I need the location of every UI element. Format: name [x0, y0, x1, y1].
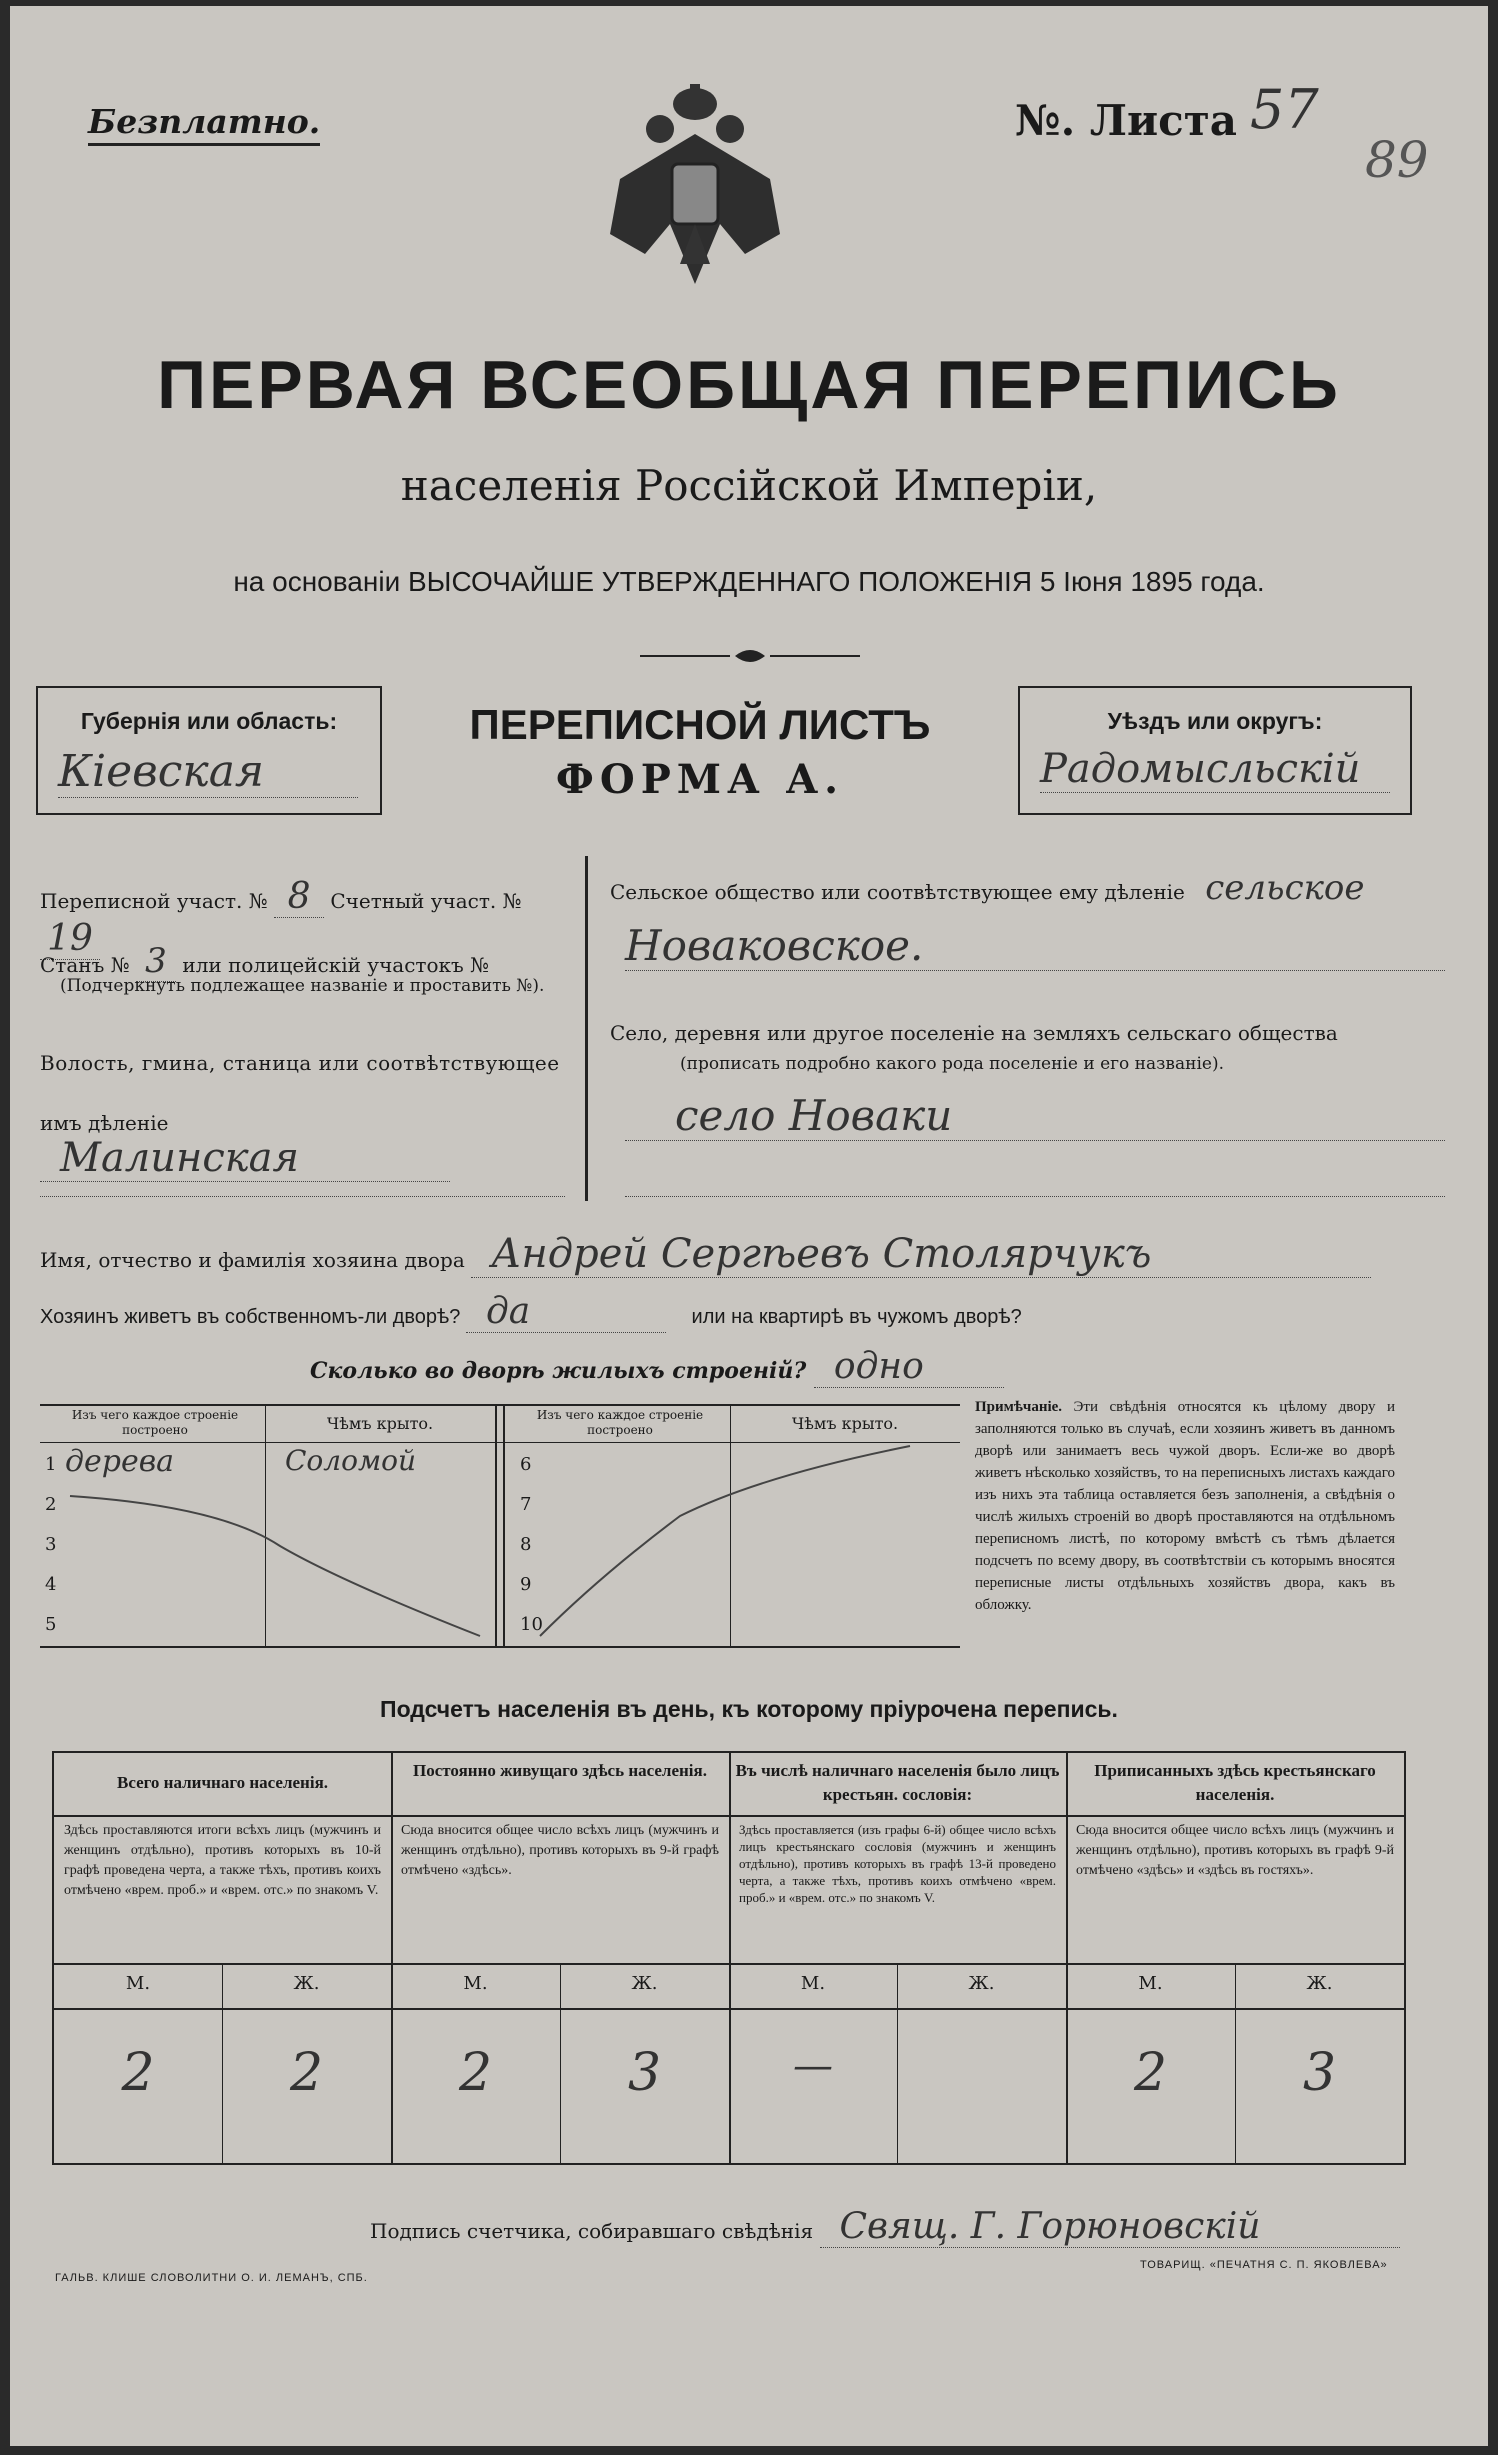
- guberniya-value: Кіевская: [58, 746, 358, 798]
- m-label-4: М.: [1138, 1973, 1163, 1994]
- m-label-3: М.: [800, 1973, 826, 1994]
- guberniya-box: [36, 686, 382, 815]
- stan-label: Станъ №: [40, 953, 130, 977]
- census-district-label: Переписной участ. №: [40, 889, 268, 913]
- own-yard-value: да: [466, 1291, 666, 1333]
- uezd-label: Уѣздъ или округъ:: [1107, 708, 1323, 734]
- row-1-roof: Соломой: [285, 1444, 417, 1477]
- count-value-8: 3: [1302, 2043, 1337, 2103]
- roof-header-right: Чѣмъ крыто.: [791, 1414, 899, 1433]
- row-2-number: 2: [45, 1494, 57, 1515]
- count-value-2: 2: [289, 2043, 324, 2103]
- sheet-number-extra: 89: [1365, 131, 1429, 189]
- material-header-right: Изъ чего каждое строеніе построено: [536, 1408, 704, 1437]
- count-value-3: 2: [458, 2043, 493, 2103]
- note-text: Эти свѣдѣнія относятся къ цѣлому двору и заполняются только въ случаѣ, если хозяинъ живетъ въ данномъ дворѣ или занимаетъ весь чужой дворъ. Если-же во дворѣ живетъ нѣсколько хозяйствъ, то на переписныхъ листахъ каждаго изъ нихъ эта таблица оставляется безъ заполненія, а свѣдѣнія о числѣ жилыхъ строеній во дворѣ проставляются на отдѣльномъ переписномъ листѣ, по которому вмѣстѣ съ тѣмъ дѣлается подсчетъ по всему двору, въ соотвѣтствіи съ которымъ вносятся переписные листы отдѣльныхъ хозяйствъ двора, какъ въ обложку.: [975, 1399, 1396, 1613]
- buildings-value: одно: [814, 1346, 1004, 1388]
- village-label: Село, деревня или другое поселеніе на земляхъ сельскаго общества: [610, 1021, 1338, 1045]
- sheet-number-value: 57: [1250, 78, 1319, 141]
- f-label-1: Ж.: [293, 1973, 320, 1994]
- rent-label: или на квартирѣ въ чужомъ дворѣ?: [691, 1306, 1022, 1328]
- society-row: [610, 868, 1450, 908]
- owner-name-label: Имя, отчество и фамилія хозяина двора: [40, 1248, 465, 1272]
- note-block: [975, 1396, 1395, 1616]
- row-8-number: 8: [520, 1534, 532, 1555]
- subtitle: населенія Россійской Имперіи,: [400, 461, 1098, 510]
- ornament-divider: [640, 646, 860, 666]
- count-header-peasant: Въ числѣ наличнаго населенія было лицъ крестьян. сословія:: [735, 1761, 1060, 1804]
- signature-label: Подпись счетчика, собиравшаго свѣдѣнія: [370, 2219, 814, 2243]
- police-label: или полицейскій участокъ №: [182, 953, 490, 977]
- uezd-box: [1018, 686, 1412, 815]
- row-9-number: 9: [520, 1574, 532, 1595]
- own-yard-label: Хозяинъ живетъ въ собственномъ-ли дворѣ?: [40, 1306, 461, 1328]
- underline-hint: (Подчеркнуть подлежащее названіе и проставить №).: [60, 976, 545, 996]
- material-header-left: Изъ чего каждое строеніе построено: [71, 1408, 239, 1437]
- imperial-eagle-emblem: [600, 84, 790, 304]
- population-count-table: [52, 1751, 1406, 2165]
- volost-extra-line: [40, 1196, 565, 1197]
- m-label-2: М.: [463, 1973, 488, 1994]
- count-title: Подсчетъ населенія въ день, къ которому пріурочена перепись.: [380, 1696, 1118, 1722]
- count-district-label: Счетный участ. №: [330, 889, 522, 913]
- uezd-value: Радомысльскій: [1040, 746, 1390, 793]
- count-header-line: [54, 1815, 1404, 1817]
- count-instruction-1: Здѣсь проставляются итоги всѣхъ лицъ (мужчинъ и женщинъ отдѣльно), противъ которыхъ въ 10-й графѣ проведена черта, а также тѣхъ, противъ коихъ отмѣчено «врем. проб.» и «врем. отс.» по знакомъ V.: [64, 1823, 381, 1898]
- buildings-label: Сколько во дворѣ жилыхъ строеній?: [310, 1358, 807, 1384]
- count-instruction-4: Сюда вносится общее число всѣхъ лицъ (мужчинъ и женщинъ отдѣльно), противъ которыхъ въ графѣ 9-й отмѣчено «здѣсь» и «здѣсь въ гостяхъ».: [1076, 1823, 1394, 1878]
- count-mf-line: [54, 2008, 1404, 2010]
- village-hint: (прописать подробно какого рода поселеніе и его названіе).: [680, 1054, 1224, 1074]
- society-label: Сельское общество или соотвѣтствующее ему дѣленіе: [610, 880, 1185, 904]
- note-title: Примѣчаніе.: [975, 1399, 1063, 1415]
- count-value-7: 2: [1133, 2043, 1168, 2103]
- roof-header-left: Чѣмъ крыто.: [326, 1414, 434, 1433]
- row-1-material: дерева: [65, 1444, 175, 1479]
- own-yard-row: [40, 1291, 1450, 1333]
- row-5-number: 5: [45, 1614, 57, 1635]
- count-district-value: 19: [40, 918, 100, 960]
- m-label-1: М.: [125, 1973, 151, 1994]
- village-value: село Новаки: [625, 1091, 1445, 1141]
- society-value-1: сельское: [1205, 868, 1365, 908]
- count-instructions-line: [54, 1963, 1404, 1965]
- row-10-number: 10: [520, 1614, 543, 1635]
- society-value-2: Новаковское.: [625, 921, 1445, 971]
- count-instruction-3: Здѣсь проставляется (изъ графы 6-й) общее число всѣхъ лицъ крестьянскаго сословія (мужчинъ и женщинъ отдѣльно), противъ которыхъ въ графѣ 13-й проведено черта, а также тѣхъ, противъ коихъ отмѣчено «врем. проб.» и «врем. отс.» по знакомъ V.: [739, 1822, 1056, 1905]
- volost-value: Малинская: [40, 1135, 450, 1182]
- row-6-number: 6: [520, 1454, 532, 1475]
- sheet-number-label: №. Листа: [1015, 96, 1237, 145]
- buildings-row: [310, 1346, 1210, 1388]
- volost-label: Волость, гмина, станица или соотвѣтствующее: [40, 1051, 560, 1075]
- count-value-5: —: [793, 2043, 833, 2089]
- count-header-registered: Приписанныхъ здѣсь крестьянскаго населенія.: [1094, 1761, 1376, 1804]
- count-header-permanent: Постоянно живущаго здѣсь населенія.: [413, 1761, 707, 1780]
- footer-left: ГАЛЬВ. КЛИШЕ СЛОВОЛИТНИ О. И. ЛЕМАНЪ, СПБ.: [55, 2272, 368, 2284]
- f-label-4: Ж.: [1306, 1973, 1333, 1994]
- census-district-value: 8: [274, 876, 324, 918]
- form-title: ФОРМА А.: [555, 756, 845, 803]
- stan-value: 3: [136, 941, 176, 982]
- section-divider: [585, 856, 588, 1201]
- strike-through-lines: [40, 1406, 960, 1646]
- f-label-2: Ж.: [631, 1973, 658, 1994]
- guberniya-label: Губернія или область:: [80, 708, 338, 734]
- owner-row: [40, 1231, 1450, 1278]
- village-extra-line: [625, 1196, 1445, 1197]
- buildings-table: [40, 1404, 960, 1648]
- footer-right: ТОВАРИЩ. «ПЕЧАТНЯ С. П. ЯКОВЛЕВА»: [1140, 2259, 1388, 2271]
- count-value-4: 3: [627, 2043, 662, 2103]
- volost-label-2: имъ дѣленіе: [40, 1111, 169, 1135]
- row-1-number: 1: [45, 1454, 57, 1475]
- main-title: ПЕРВАЯ ВСЕОБЩАЯ ПЕРЕПИСЬ: [157, 347, 1341, 423]
- sheet-title: ПЕРЕПИСНОЙ ЛИСТЪ: [469, 701, 931, 748]
- count-value-1: 2: [121, 2043, 155, 2103]
- row-7-number: 7: [520, 1494, 532, 1515]
- free-label: Безплатно.: [88, 102, 320, 146]
- signature-value: Свящ. Г. Горюновскій: [820, 2206, 1400, 2248]
- basis-line: на основаніи ВЫСОЧАЙШЕ УТВЕРЖДЕННАГО ПОЛОЖЕНІЯ 5 Іюня 1895 года.: [233, 566, 1265, 597]
- row-4-number: 4: [45, 1574, 57, 1595]
- volost-row: [40, 1111, 570, 1182]
- f-label-3: Ж.: [968, 1973, 995, 1994]
- count-header-total: Всего наличнаго населенія.: [116, 1773, 329, 1792]
- census-sheet: [10, 6, 1488, 2446]
- signature-row: [370, 2206, 1420, 2248]
- row-3-number: 3: [45, 1534, 57, 1555]
- owner-name-value: Андрей Сергѣевъ Столярчукъ: [471, 1231, 1371, 1278]
- count-instruction-2: Сюда вносится общее число всѣхъ лицъ (мужчинъ и женщинъ отдѣльно), противъ которыхъ въ 9-й графѣ отмѣчено «здѣсь».: [401, 1823, 719, 1878]
